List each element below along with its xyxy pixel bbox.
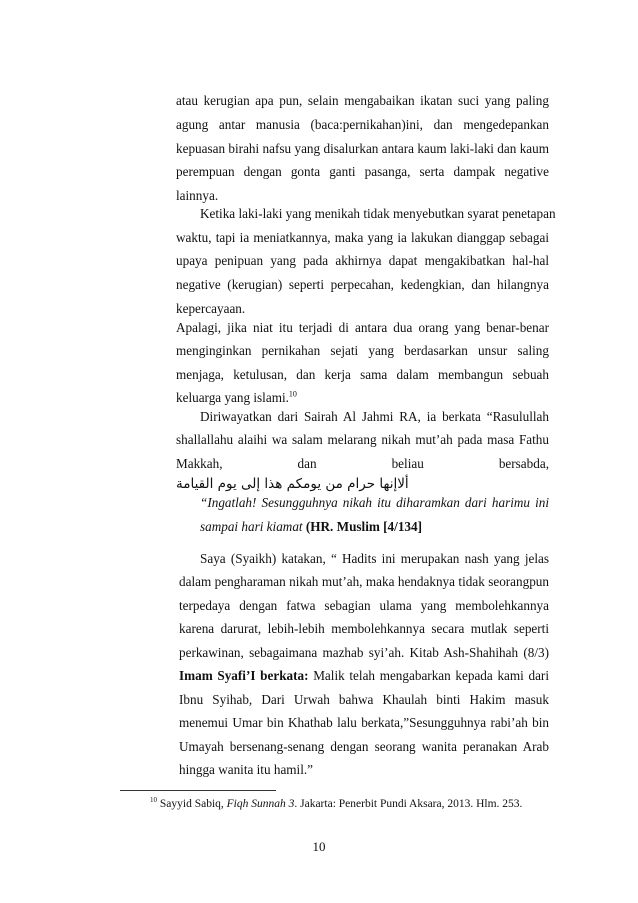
text-line bbox=[179, 668, 549, 684]
text-line bbox=[176, 390, 549, 406]
text-line: kepercayaan. bbox=[176, 301, 246, 316]
page-number: 10 bbox=[312, 839, 326, 854]
text-line: perkawinan, sebagaimana mazhab syi’ah. Kitab Ash-Shahihah (8/3) bbox=[179, 645, 549, 660]
text-line: upaya penipuan yang pada akhirnya dapat mengakibatkan hal-hal bbox=[176, 253, 549, 268]
footnote-author: Sayyid Sabiq, bbox=[159, 798, 224, 810]
text-line: hingga wanita itu hamil.” bbox=[179, 762, 314, 777]
bold-lead: Imam Syafi’I berkata: bbox=[179, 668, 309, 683]
text-line: negative (kerugian) seperti perpecahan, kedengkian, dan hilangnya bbox=[176, 277, 549, 292]
quote-text: sampai hari kiamat bbox=[200, 519, 303, 534]
text-line: menginginkan pernikahan sejati yang berdasarkan unsur saling bbox=[176, 343, 549, 358]
text-line: kepuasan birahi nafsu yang disalurkan antara kaum laki-laki dan kaum bbox=[176, 141, 549, 156]
footnote-number: 10 bbox=[150, 796, 157, 805]
text-line: shallallahu alaihi wa salam melarang nikah mut’ah pada masa Fathu bbox=[176, 432, 549, 447]
quote-line bbox=[200, 519, 549, 535]
text-line: terpedaya dengan fatwa sebagian ulama yang membolehkannya bbox=[179, 598, 549, 613]
text-line: menjaga, ketulusan, dan kerja sama dalam membangun sebuah bbox=[176, 367, 549, 382]
text-line: Saya (Syaikh) katakan, “ Hadits ini merupakan nash yang jelas bbox=[200, 551, 549, 566]
footnote bbox=[150, 798, 522, 810]
text-line: Makkah, dan beliau bersabda, bbox=[176, 456, 549, 471]
text-line: perempuan dengan gonta ganti pasanga, serta dampak negative bbox=[176, 164, 549, 179]
text-line: Apalagi, jika niat itu terjadi di antara dua orang yang benar-benar bbox=[176, 320, 549, 335]
text-line: Ibnu Syihab, Dari Urwah bahwa Khaulah binti Hakim masuk bbox=[179, 692, 549, 707]
footnote-ref: 10 bbox=[288, 389, 297, 399]
text-span: Malik telah mengabarkan kepada kami dari bbox=[313, 668, 549, 683]
text-span: keluarga yang islami. bbox=[176, 390, 289, 405]
text-line: Ketika laki-laki yang menikah tidak menyebutkan syarat penetapan bbox=[200, 206, 556, 221]
text-line: Diriwayatkan dari Sairah Al Jahmi RA, ia berkata “Rasulullah bbox=[200, 409, 549, 424]
hadith-source: (HR. Muslim [4/134] bbox=[305, 519, 422, 534]
footnote-title: Fiqh Sunnah 3 bbox=[226, 798, 295, 810]
text-line: dalam pengharaman nikah mut’ah, maka hendaknya tidak seorangpun bbox=[179, 574, 549, 589]
quote-line bbox=[200, 495, 549, 511]
text-line: karena darurat, lebih-lebih membolehkannya secara mutlak seperti bbox=[179, 621, 549, 636]
text-line: lainnya. bbox=[176, 188, 219, 203]
footnote-publication: . Jakarta: Penerbit Pundi Aksara, 2013. Hlm. 253. bbox=[294, 798, 523, 810]
text-line: atau kerugian apa pun, selain mengabaikan ikatan suci yang paling bbox=[176, 93, 549, 108]
arabic-hadith: ألاإنها حرام من يومكم هذا إلى يوم القيامة bbox=[176, 476, 409, 492]
text-line: agung antar manusia (baca:pernikahan)ini, dan mengedepankan bbox=[176, 117, 549, 132]
quote-text: “Ingatlah! Sesungguhnya nikah itu diharamkan dari harimu ini bbox=[200, 495, 549, 510]
text-line: waktu, tapi ia meniatkannya, maka yang ia lakukan dianggap sebagai bbox=[176, 230, 549, 245]
text-line: menemui Umar bin Khathab lalu berkata,”Sesungguhnya rabi’ah bin bbox=[179, 715, 549, 730]
footnote-divider bbox=[120, 790, 276, 791]
text-line: Umayah bersenang-senang dengan seorang wanita peranakan Arab bbox=[179, 739, 549, 754]
